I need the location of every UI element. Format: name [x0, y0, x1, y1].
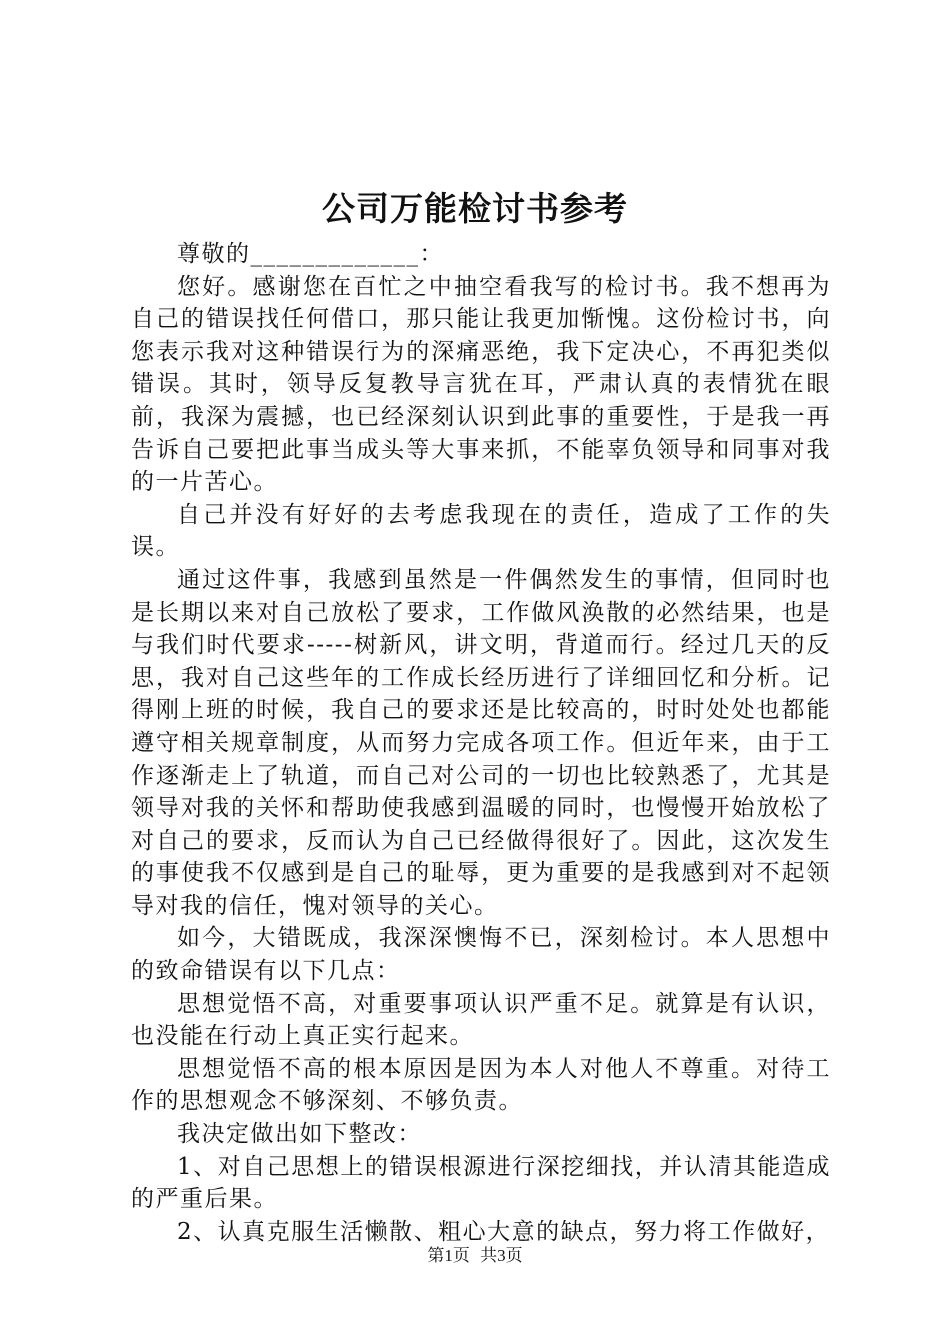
paragraph: 自己并没有好好的去考虑我现在的责任，造成了工作的失误。 — [131, 501, 831, 561]
paragraph: 如今，大错既成，我深深懊悔不已，深刻检讨。本人思想中的致命错误有以下几点： — [131, 925, 831, 985]
paragraph: 思想觉悟不高，对重要事项认识严重不足。就算是有认识，也没能在行动上真正实行起来。 — [131, 990, 831, 1050]
page-total: 共3页 — [480, 1246, 523, 1265]
document-title: 公司万能检讨书参考 — [322, 189, 628, 228]
list-item-1: 1、对自己思想上的错误根源进行深挖细找，并认清其能造成的严重后果。 — [131, 1153, 831, 1213]
list-item-2: 2、认真克服生活懒散、粗心大意的缺点，努力将工作做好， — [177, 1218, 831, 1245]
paragraph: 通过这件事，我感到虽然是一件偶然发生的事情，但同时也是长期以来对自己放松了要求，工作做风涣散的必然结果，也是与我们时代要求-----树新风，讲文明，背道而行。经过几天的反思，我对自己这些年的工作成长经历进行了详细回忆和分析。记得刚上班的时候，我自己的要求还是比较高的，时时处处也都能遵守相关规章制度，从而努力完成各项工作。但近年来，由于工作逐渐走上了轨道，而自己对公司的一切也比较熟悉了，尤其是领导对我的关怀和帮助使我感到温暖的同时，也慢慢开始放松了对自己的要求，反而认为自己已经做得很好了。因此，这次发生的事使我不仅感到是自己的耻辱，更为重要的是我感到对不起领导对我的信任，愧对领导的关心。 — [131, 566, 831, 919]
paragraph: 我决定做出如下整改： — [177, 1121, 422, 1148]
paragraph: 您好。感谢您在百忙之中抽空看我写的检讨书。我不想再为自己的错误找任何借口，那只能让我更加惭愧。这份检讨书，向您表示我对这种错误行为的深痛恶绝，我下定决心，不再犯类似错误。其时，领导反复教导言犹在耳，严肃认真的表情犹在眼前，我深为震撼，也已经深刻认识到此事的重要性，于是我一再告诉自己要把此事当成头等大事来抓，不能辜负领导和同事对我的一片苦心。 — [131, 273, 831, 496]
page-number: 第1页 — [427, 1246, 470, 1265]
salutation: 尊敬的_____________： — [177, 241, 444, 267]
document-body — [131, 238, 831, 1248]
page-footer — [0, 1244, 950, 1268]
paragraph: 思想觉悟不高的根本原因是因为本人对他人不尊重。对待工作的思想观念不够深刻、不够负责。 — [131, 1055, 831, 1115]
